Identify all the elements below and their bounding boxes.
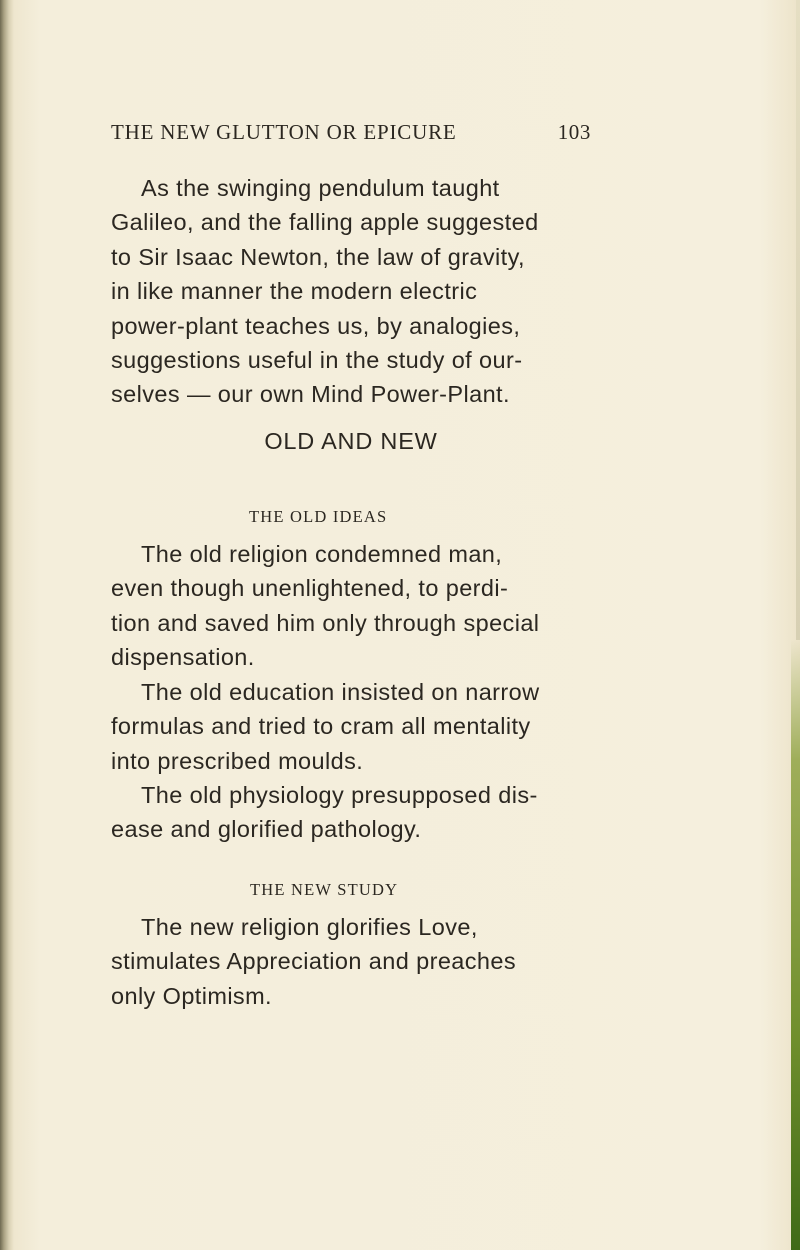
text-line: Galileo, and the falling apple suggested	[111, 209, 539, 236]
cover-edge	[791, 640, 800, 1250]
running-head	[111, 120, 591, 145]
old-physiology-paragraph	[111, 778, 596, 847]
text-line: ease and glorified pathology.	[111, 816, 422, 843]
subheading-old-ideas: THE OLD IDEAS	[249, 507, 388, 526]
text-line: stimulates Appreciation and preaches	[111, 948, 516, 975]
text-line: The old physiology presupposed dis-	[141, 782, 538, 808]
intro-paragraph	[111, 171, 596, 412]
binding-gutter	[0, 0, 14, 1250]
text-line: selves — our own Mind Power-Plant.	[111, 381, 510, 408]
section-heading	[0, 428, 800, 455]
text-line: to Sir Isaac Newton, the law of gravity,	[111, 243, 525, 270]
text-line: The old religion condemned man,	[141, 541, 503, 567]
text-line: dispensation.	[111, 644, 255, 671]
section-heading-text: OLD AND NEW	[264, 428, 438, 454]
old-education-paragraph	[111, 675, 596, 778]
text-line: As the swinging pendulum taught	[141, 175, 500, 201]
page-edge	[796, 0, 800, 640]
text-line: tion and saved him only through special	[111, 609, 540, 636]
text-line: into prescribed moulds.	[111, 747, 364, 774]
text-line: only Optimism.	[111, 982, 272, 1009]
text-line: The new religion glorifies Love,	[141, 914, 478, 940]
subheading-new-study: THE NEW STUDY	[250, 880, 399, 899]
text-line: power-plant teaches us, by analogies,	[111, 312, 521, 339]
old-religion-paragraph	[111, 537, 596, 675]
text-line: formulas and tried to cram all mentality	[111, 713, 531, 740]
running-head-title: THE NEW GLUTTON OR EPICURE	[111, 120, 457, 144]
new-religion-paragraph	[111, 910, 596, 1013]
text-line: in like manner the modern electric	[111, 278, 478, 305]
page-number: 103	[557, 120, 591, 144]
text-line: The old education insisted on narrow	[141, 679, 540, 705]
text-line: even though unenlightened, to perdi-	[111, 575, 509, 602]
text-line: suggestions useful in the study of our-	[111, 347, 523, 374]
